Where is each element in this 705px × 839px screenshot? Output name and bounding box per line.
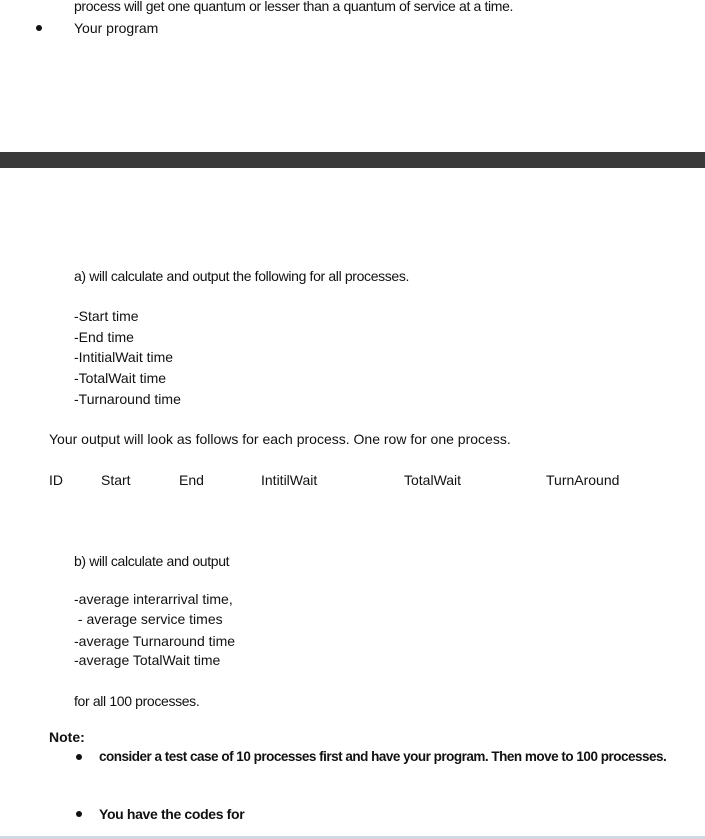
part-a-heading: a) will calculate and output the following for all processes. [74, 268, 410, 284]
list-item: -Turnaround time [74, 391, 181, 407]
column-end: End [179, 472, 204, 488]
bullet-your-program: Your program [74, 20, 159, 36]
note-bullet-test-case: consider a test case of 10 processes first and have your program. Then move to 100 processes. [99, 749, 667, 764]
list-item: -average Turnaround time [74, 633, 236, 649]
bullet-dot [76, 754, 82, 760]
note-label: Note: [49, 729, 85, 745]
list-item: -IntitialWait time [74, 349, 174, 365]
continuation-line: process will get one quantum or lesser than a quantum of service at a time. [74, 0, 514, 14]
bullet-dot [76, 811, 82, 817]
note-bullet-codes: You have the codes for [99, 806, 245, 822]
column-initial-wait: IntitilWait [261, 472, 318, 488]
column-start: Start [101, 472, 131, 488]
output-intro: Your output will look as follows for each process. One row for one process. [49, 431, 511, 447]
part-b-heading: b) will calculate and output [74, 553, 230, 569]
page-divider [0, 152, 705, 168]
column-id: ID [49, 472, 63, 488]
list-item: -Start time [74, 308, 139, 324]
list-item: -average TotalWait time [74, 652, 221, 668]
list-item: -average interarrival time, [74, 591, 233, 607]
column-total-wait: TotalWait [404, 472, 462, 488]
column-turnaround: TurnAround [546, 472, 620, 488]
part-b-footer: for all 100 processes. [74, 693, 200, 709]
list-item: -End time [74, 329, 134, 345]
bullet-dot [36, 25, 42, 31]
list-item: - average service times [74, 611, 223, 627]
list-item: -TotalWait time [74, 370, 167, 386]
